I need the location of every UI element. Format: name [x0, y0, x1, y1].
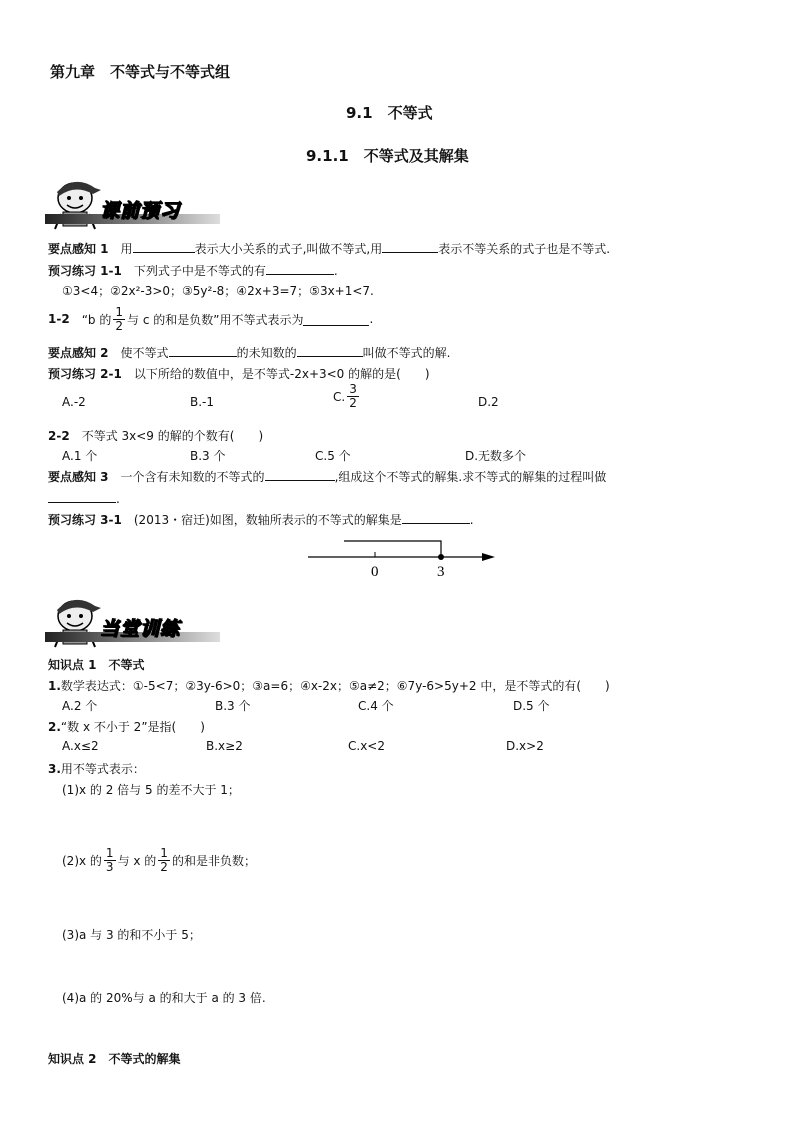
fraction [104, 847, 116, 874]
sub-question-4: (4)a 的 20%与 a 的和大于 a 的 3 倍. [62, 991, 266, 1005]
answer-blank [265, 468, 335, 481]
numerator: 1 [115, 304, 123, 319]
number-line [300, 535, 500, 583]
sub-question-2 [62, 842, 256, 878]
practice-1-1 [48, 262, 338, 279]
answer-blank [297, 344, 363, 357]
practice-1-2 [48, 302, 373, 336]
solution-region [344, 541, 441, 557]
practice-label: 1-2 [48, 312, 70, 326]
text: . [333, 264, 338, 278]
banner-title: 课前预习 [100, 200, 181, 222]
text: . [369, 312, 374, 326]
question-text: “数 x 不小于 2”是指( ) [60, 720, 205, 734]
option-a: A.-2 [62, 395, 86, 409]
axis-arrow-icon [482, 553, 495, 561]
fraction [347, 383, 359, 410]
text: 表示大小关系的式子,叫做不等式,用 [194, 242, 383, 256]
knowledge-point-2: 知识点 2 不等式的解集 [48, 1052, 181, 1066]
option-b: B.-1 [190, 395, 215, 409]
answer-blank [402, 511, 470, 524]
text: ,组成这个不等式的解集.求不等式的解集的过程叫做 [334, 470, 607, 484]
chapter-title: 第九章 不等式与不等式组 [50, 63, 231, 81]
text: 用 [120, 242, 133, 256]
answer-blank [133, 240, 195, 253]
solid-point [438, 554, 444, 560]
denominator: 3 [105, 859, 114, 874]
tick-label-three: 3 [437, 564, 445, 580]
answer-blank [303, 313, 369, 326]
text: 一个含有未知数的不等式的 [120, 470, 265, 484]
text: (2013・宿迁)如图，数轴所表示的不等式的解集是 [133, 513, 402, 527]
knowledge-point-1: 知识点 1 不等式 [48, 658, 145, 672]
answer-blank [169, 344, 237, 357]
answer-blank [382, 240, 438, 253]
key-point-label: 要点感知 1 [48, 242, 109, 256]
key-point-3 [48, 468, 606, 485]
option-d: D.5 个 [513, 699, 550, 713]
practice-1-1-items: ①3<4；②2x²-3>0；③5y²-8；④2x+3=7；⑤3x+1<7. [62, 284, 374, 298]
section-title: 9.1 不等式 [346, 104, 433, 122]
practice-label: 预习练习 3-1 [48, 513, 122, 527]
question-number: 3. [48, 762, 61, 776]
practice-label: 2-2 [48, 429, 70, 443]
option-a: A.2 个 [62, 699, 98, 713]
practice-2-2 [48, 427, 263, 444]
option-a: A.1 个 [62, 449, 98, 463]
question-number: 2. [48, 720, 61, 734]
question-3 [48, 760, 145, 777]
denominator: 2 [160, 859, 168, 874]
fraction [113, 306, 125, 333]
option-d: D.2 [478, 395, 499, 409]
option-c: C.4 个 [358, 699, 394, 713]
text: 表示不等关系的式子也是不等式. [438, 242, 611, 256]
key-point-label: 要点感知 3 [48, 470, 109, 484]
denominator: 2 [115, 318, 123, 333]
key-point-label: 要点感知 2 [48, 346, 109, 360]
option-b: B.3 个 [215, 699, 251, 713]
question-2 [48, 718, 205, 735]
question-number: 1. [48, 679, 61, 693]
banner-practice [45, 592, 220, 650]
option-b: B.3 个 [190, 449, 226, 463]
text: “b 的 [81, 312, 112, 327]
numerator: 3 [349, 382, 357, 396]
text: . [469, 513, 474, 527]
practice-label: 预习练习 1-1 [48, 264, 122, 278]
option-d: D.x>2 [506, 739, 544, 753]
sub-question-1: (1)x 的 2 倍与 5 的差不大于 1； [62, 783, 240, 797]
answer-blank [266, 262, 334, 275]
denominator: 2 [349, 396, 357, 410]
banner-title: 当堂训练 [100, 618, 181, 640]
numerator: 1 [160, 845, 168, 860]
question-text: 用不等式表示： [60, 762, 145, 776]
practice-3-1 [48, 511, 474, 528]
option-a: A.x≤2 [62, 739, 99, 753]
practice-2-1 [48, 365, 430, 382]
option-c [333, 383, 361, 410]
key-point-3-cont [48, 490, 120, 506]
text: 与 x 的 [117, 853, 157, 868]
tick-label-zero: 0 [371, 564, 379, 580]
text: C. [333, 389, 346, 404]
fraction [158, 847, 170, 874]
text: 的未知数的 [236, 346, 297, 360]
option-c: C.5 个 [315, 449, 351, 463]
option-d: D.无数多个 [465, 449, 527, 463]
text: 与 c 的和是负数”用不等式表示为 [127, 312, 304, 327]
text: 的和是非负数； [171, 853, 256, 868]
text: . [116, 492, 120, 506]
practice-label: 预习练习 2-1 [48, 367, 122, 381]
key-point-1 [48, 240, 610, 257]
text: 下列式子中是不等式的有 [133, 264, 266, 278]
text: 以下所给的数值中，是不等式-2x+3<0 的解的是( ) [133, 367, 430, 381]
text: 叫做不等式的解. [362, 346, 451, 360]
text: 不等式 3x<9 的解的个数有( ) [81, 429, 264, 443]
text: (2)x 的 [62, 853, 102, 868]
key-point-2 [48, 344, 450, 361]
option-b: B.x≥2 [206, 739, 243, 753]
option-c: C.x<2 [348, 739, 385, 753]
subsection-title: 9.1.1 不等式及其解集 [306, 147, 469, 165]
question-text: 数学表达式：①-5<7；②3y-6>0；③a=6；④x-2x；⑤a≠2；⑥7y-6>5y+2 中，是不等式的有( ) [60, 679, 610, 693]
sub-question-3: (3)a 与 3 的和不小于 5； [62, 928, 201, 942]
question-1 [48, 677, 610, 694]
numerator: 1 [105, 845, 114, 860]
answer-blank [48, 490, 116, 503]
banner-preview [45, 174, 220, 232]
text: 使不等式 [120, 346, 169, 360]
